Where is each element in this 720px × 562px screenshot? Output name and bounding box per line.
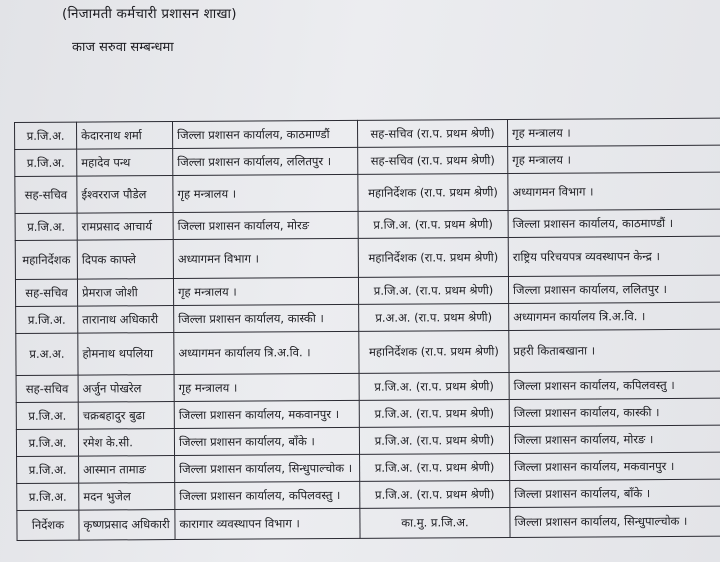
table-row xyxy=(17,506,720,540)
table-row xyxy=(16,329,720,375)
assigned-rank-cell: प्र.जि.अ. (रा.प. प्रथम श्रेणी) xyxy=(360,453,510,481)
current-office-cell: कारागार व्यवस्थापन विभाग । xyxy=(175,508,360,539)
table-row xyxy=(15,145,720,176)
officer-name-cell: तारानाथ अधिकारी xyxy=(78,306,174,334)
current-post-cell: सह-सचिव xyxy=(16,375,78,402)
current-post-cell: निर्देशक xyxy=(17,510,79,540)
new-office-cell: प्रहरी किताबखाना । xyxy=(509,329,720,372)
officer-name-cell: दिपक काफ्ले xyxy=(77,240,173,280)
table-row xyxy=(17,479,720,510)
officer-name-cell: आस्मान तामाङ xyxy=(79,456,175,484)
current-office-cell: जिल्ला प्रशासन कार्यालय, मकवानपुर । xyxy=(174,400,359,428)
current-post-cell: प्र.जि.अ. xyxy=(15,122,77,149)
assigned-rank-cell: प्र.जि.अ. (रा.प. प्रथम श्रेणी) xyxy=(359,372,509,400)
new-office-cell: जिल्ला प्रशासन कार्यालय, सिन्धुपाल्चोक । xyxy=(510,506,720,537)
officer-name-cell: रमेश के.सी. xyxy=(78,429,174,457)
assigned-rank-cell: महानिर्देशक (रा.प. प्रथम श्रेणी) xyxy=(358,173,508,211)
new-office-cell: गृह मन्त्रालय । xyxy=(507,118,720,146)
new-office-cell: जिल्ला प्रशासन कार्यालय, मकवानपुर । xyxy=(510,452,720,480)
current-post-cell: प्र.जि.अ. xyxy=(17,456,79,483)
table-row xyxy=(16,398,720,429)
officer-name-cell: कृष्णप्रसाद अधिकारी xyxy=(79,510,175,541)
table-row xyxy=(16,302,720,333)
officer-name-cell: चक्रबहादुर बुढा xyxy=(78,402,174,430)
current-office-cell: अध्यागमन कार्यालय त्रि.अ.वि. । xyxy=(174,331,359,374)
assigned-rank-cell: सह-सचिव (रा.प. प्रथम श्रेणी) xyxy=(357,119,507,147)
assigned-rank-cell: प्र.जि.अ. (रा.प. प्रथम श्रेणी) xyxy=(358,210,508,238)
new-office-cell: गृह मन्त्रालय । xyxy=(508,145,720,173)
current-post-cell: प्र.जि.अ. xyxy=(15,149,77,176)
officer-name-cell: केदारनाथ शर्मा xyxy=(77,122,173,150)
officer-name-cell: ईश्वरराज पौडेल xyxy=(77,176,173,214)
table-row xyxy=(17,452,720,483)
current-office-cell: गृह मन्त्रालय । xyxy=(173,277,358,305)
table-row xyxy=(16,425,720,456)
current-office-cell: जिल्ला प्रशासन कार्यालय, सिन्धुपाल्चोक । xyxy=(175,454,360,482)
current-post-cell: सह-सचिव xyxy=(15,176,77,213)
new-office-cell: अध्यागमन विभाग । xyxy=(508,172,720,210)
current-post-cell: प्र.अ.अ. xyxy=(16,333,78,375)
officer-name-cell: होमनाथ थपलिया xyxy=(78,333,174,376)
assigned-rank-cell: प्र.जि.अ. (रा.प. प्रथम श्रेणी) xyxy=(359,399,509,427)
new-office-cell: राष्ट्रिय परिचयपत्र व्यवस्थापन केन्द्र । xyxy=(508,236,720,276)
transfer-table-body xyxy=(15,118,720,540)
officer-name-cell: प्रेमराज जोशी xyxy=(77,279,173,307)
current-office-cell: गृह मन्त्रालय । xyxy=(174,373,359,401)
current-office-cell: जिल्ला प्रशासन कार्यालय, कास्की । xyxy=(174,304,359,332)
table-row xyxy=(15,209,720,240)
assigned-rank-cell: प्र.जि.अ. (रा.प. प्रथम श्रेणी) xyxy=(358,276,508,304)
assigned-rank-cell: महानिर्देशक (रा.प. प्रथम श्रेणी) xyxy=(358,237,508,277)
current-office-cell: जिल्ला प्रशासन कार्यालय, कपिलवस्तु । xyxy=(175,481,360,509)
table-row xyxy=(15,118,720,149)
officer-name-cell: अर्जुन पोखरेल xyxy=(78,375,174,403)
current-post-cell: प्र.जि.अ. xyxy=(17,483,79,510)
assigned-rank-cell: प्र.अ.अ. (रा.प. प्रथम श्रेणी) xyxy=(359,303,509,331)
new-office-cell: जिल्ला प्रशासन कार्यालय, काठमाण्डौं । xyxy=(508,209,720,237)
current-office-cell: जिल्ला प्रशासन कार्यालय, ललितपुर । xyxy=(173,147,358,175)
new-office-cell: जिल्ला प्रशासन कार्यालय, ललितपुर । xyxy=(508,275,720,303)
officer-name-cell: मदन भुजेल xyxy=(79,483,175,511)
assigned-rank-cell: प्र.जि.अ. (रा.प. प्रथम श्रेणी) xyxy=(359,426,509,454)
current-office-cell: जिल्ला प्रशासन कार्यालय, काठमाण्डौं xyxy=(173,120,358,148)
subject-line: काज सरुवा सम्बन्धमा xyxy=(72,40,174,55)
transfer-table xyxy=(14,118,720,541)
current-office-cell: जिल्ला प्रशासन कार्यालय, मोरङ xyxy=(173,211,358,239)
table-row xyxy=(15,275,720,306)
assigned-rank-cell: प्र.जि.अ. (रा.प. प्रथम श्रेणी) xyxy=(360,480,510,508)
new-office-cell: जिल्ला प्रशासन कार्यालय, बाँके । xyxy=(510,479,720,507)
current-post-cell: महानिर्देशक xyxy=(15,240,77,279)
table-row xyxy=(16,371,720,402)
current-office-cell: गृह मन्त्रालय । xyxy=(173,174,358,212)
officer-name-cell: महादेव पन्थ xyxy=(77,149,173,177)
current-post-cell: प्र.जि.अ. xyxy=(16,429,78,456)
assigned-rank-cell: का.मु. प्र.जि.अ. xyxy=(360,507,510,538)
new-office-cell: जिल्ला प्रशासन कार्यालय, कास्की । xyxy=(509,398,720,426)
new-office-cell: जिल्ला प्रशासन कार्यालय, कपिलवस्तु । xyxy=(509,371,720,399)
current-office-cell: अध्यागमन विभाग । xyxy=(173,238,358,278)
new-office-cell: जिल्ला प्रशासन कार्यालय, मोरङ । xyxy=(509,425,720,453)
current-office-cell: जिल्ला प्रशासन कार्यालय, बाँके । xyxy=(174,427,359,455)
new-office-cell: अध्यागमन कार्यालय त्रि.अ.वि. । xyxy=(509,302,720,330)
current-post-cell: प्र.जि.अ. xyxy=(16,306,78,333)
assigned-rank-cell: सह-सचिव (रा.प. प्रथम श्रेणी) xyxy=(358,146,508,174)
current-post-cell: प्र.जि.अ. xyxy=(16,402,78,429)
current-post-cell: सह-सचिव xyxy=(15,279,77,306)
current-post-cell: प्र.जि.अ. xyxy=(15,213,77,240)
section-heading: (निजामती कर्मचारी प्रशासन शाखा) xyxy=(62,6,237,22)
officer-name-cell: रामप्रसाद आचार्य xyxy=(77,213,173,241)
table-row xyxy=(15,236,720,279)
table-row xyxy=(15,172,720,213)
assigned-rank-cell: महानिर्देशक (रा.प. प्रथम श्रेणी) xyxy=(359,330,509,373)
